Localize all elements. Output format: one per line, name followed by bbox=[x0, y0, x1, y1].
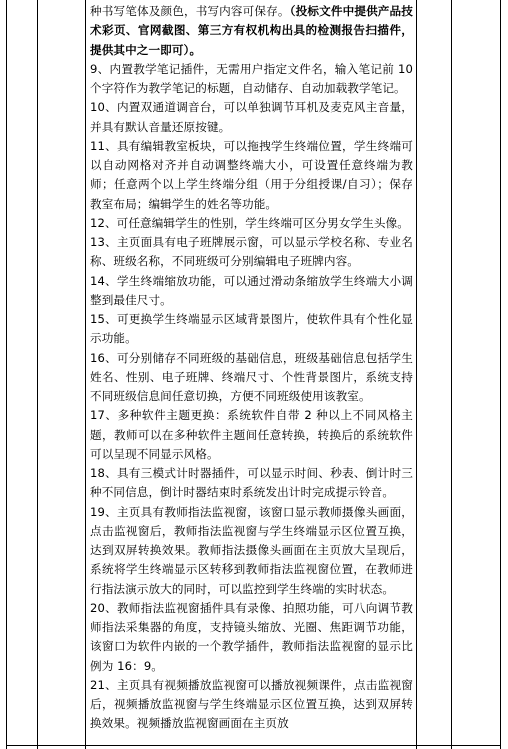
list-item: 17、多种软件主题更换：系统软件自带 2 种以上不同风格主题，教师可以在多种软件主题间任意转换，转换后的系统软件可以呈现不同显示风格。 bbox=[90, 408, 413, 461]
list-item: 11、具有编辑教室板块，可以拖拽学生终端位置，学生终端可以自动网格对齐并自动调整终端大小，可设置任意终端为教师；任意两个以上学生终端分组（用于分组授课/自习）；保存教室布局；编辑学生的姓名等功能。 bbox=[90, 138, 413, 211]
table-column-divider bbox=[37, 0, 38, 749]
lead-in-bold-text: （投标文件中提供产品技术彩页、官网截图、第三方有权机构出具的检测报告扫描件，提供其中之一即可）。 bbox=[90, 4, 413, 57]
requirement-cell bbox=[90, 2, 413, 734]
list-item: 14、学生终端缩放功能，可以通过滑动条缩放学生终端大小调整到最佳尺寸。 bbox=[90, 273, 413, 307]
table-column-divider bbox=[85, 0, 86, 749]
list-item: 18、具有三模式计时器插件，可以显示时间、秒表、倒计时三种不同信息，倒计时器结束时系统发出计时完成提示铃音。 bbox=[90, 466, 413, 500]
table-row-bottom-border bbox=[6, 745, 500, 746]
list-item: 19、主页具有教师指法监视窗，该窗口显示教师摄像头画面，点击监视窗后，教师指法监视窗与学生终端显示区位置互换，达到双屏转换效果。教师指法摄像头画面在主页放大呈现后，系统将学生终端显示区转移到教师指法监视窗位置，在教师进行指法演示放大的同时，可以监控到学生终端的实时状态。 bbox=[90, 504, 413, 596]
table-column-divider bbox=[416, 0, 417, 749]
table-border-right bbox=[500, 0, 501, 749]
lead-in-paragraph bbox=[90, 2, 413, 60]
list-item: 13、主页面具有电子班牌展示窗，可以显示学校名称、专业名称、班级名称，不同班级可分别编辑电子班牌内容。 bbox=[90, 235, 413, 269]
table-border-left bbox=[6, 0, 7, 749]
list-item: 16、可分别储存不同班级的基础信息，班级基础信息包括学生姓名、性别、电子班牌、终端尺寸、个性背景图片，系统支持不同班级信息间任意切换，方便不同班级使用该教室。 bbox=[90, 350, 413, 403]
list-item: 15、可更换学生终端显示区域背景图片，使软件具有个性化显示功能。 bbox=[90, 312, 413, 346]
list-item: 20、教师指法监视窗插件具有录像、拍照功能，可八向调节教师指法采集器的角度，支持镜头缩放、光圈、焦距调节功能，该窗口为软件内嵌的一个教学插件，教师指法监视窗的显示比例为 16：9。 bbox=[90, 600, 413, 673]
list-item: 21、主页具有视频播放监视窗可以播放视频课件，点击监视窗后，视频播放监视窗与学生终端显示区位置互换，达到双屏转换效果。视频播放监视窗画面在主页放 bbox=[90, 677, 413, 731]
lead-in-text: 种书写笔体及颜色，书写内容可保存。 bbox=[90, 4, 290, 18]
list-item: 12、可任意编辑学生的性别，学生终端可区分男女学生头像。 bbox=[90, 215, 409, 230]
list-item: 9、内置教学笔记插件，无需用户指定文件名，输入笔记前 10 个字符作为教学笔记的标题，自动储存、自动加载教学笔记。 bbox=[90, 61, 413, 95]
table-column-divider bbox=[451, 0, 452, 749]
list-item: 10、内置双通道调音台，可以单独调节耳机及麦克风主音量，并具有默认音量还原按键。 bbox=[90, 100, 413, 134]
